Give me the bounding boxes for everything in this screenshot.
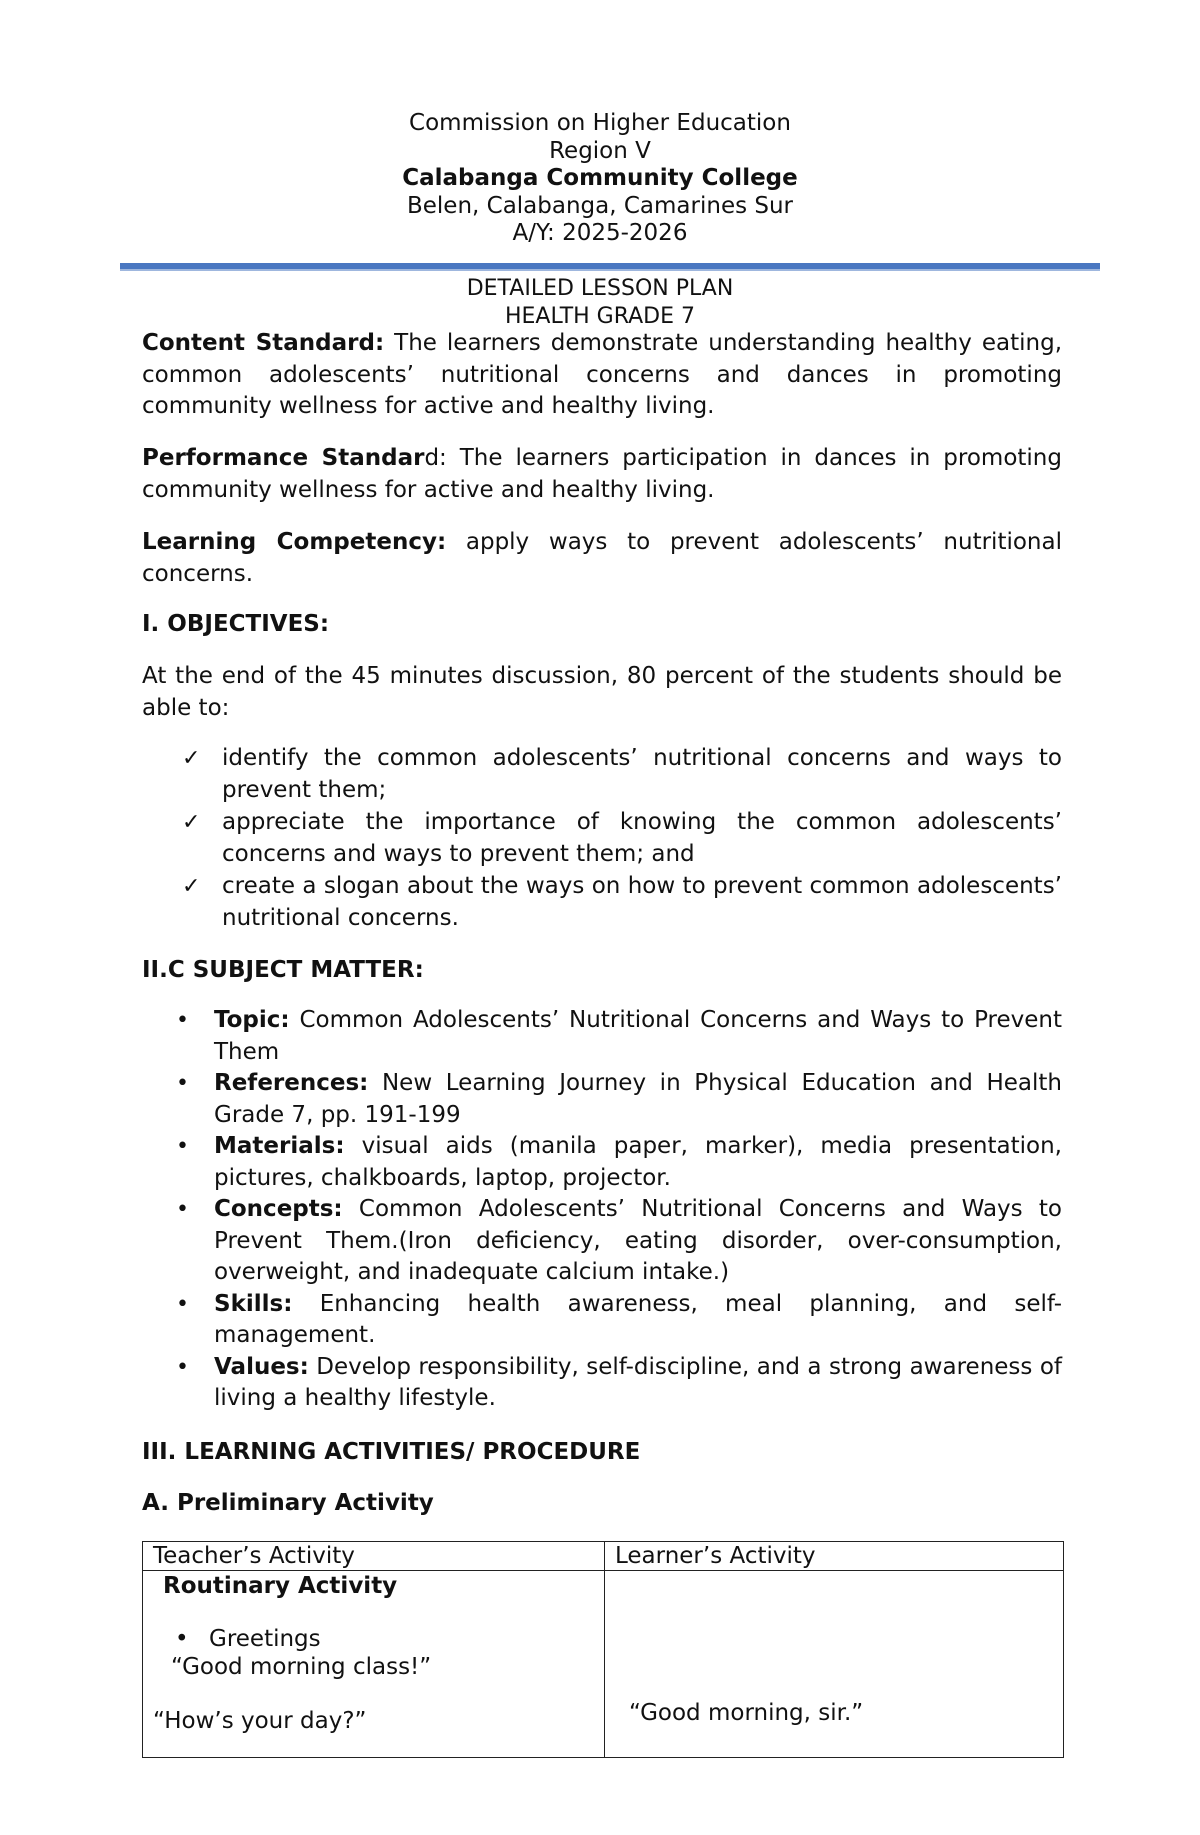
subject-matter-heading: II.C SUBJECT MATTER:: [142, 957, 424, 983]
subject-item-label: Materials:: [214, 1133, 345, 1159]
col-header-learner: Learner’s Activity: [605, 1542, 1064, 1571]
objective-text: appreciate the importance of knowing the common adolescents’ concerns and ways to prevent them; and: [222, 809, 1062, 867]
subject-item-label: References:: [214, 1070, 369, 1096]
bullet-icon: •: [176, 1291, 189, 1317]
bullet-icon: •: [176, 1008, 189, 1033]
learning-competency: [142, 527, 1062, 590]
performance-standard-label-tail: d:: [424, 445, 447, 471]
subject-item-skills: [142, 1289, 1062, 1352]
objective-item: [142, 871, 1062, 934]
objective-text: create a slogan about the ways on how to prevent common adolescents’ nutritional concerns.: [222, 873, 1062, 931]
objective-item: [142, 807, 1062, 870]
col-header-teacher: Teacher’s Activity: [143, 1542, 605, 1571]
checkmark-icon: ✓: [182, 746, 201, 771]
learning-activities-heading: III. LEARNING ACTIVITIES/ PROCEDURE: [142, 1439, 641, 1465]
performance-standard: [142, 443, 1062, 506]
title-line-1: DETAILED LESSON PLAN: [466, 276, 734, 301]
header-commission: Commission on Higher Education: [409, 110, 791, 136]
subject-item-text: Develop responsibility, self-discipline, and a strong awareness of living a healthy lifestyle.: [214, 1353, 1062, 1411]
teacher-line: “How’s your day?”: [153, 1708, 367, 1734]
learning-competency-text: apply ways to prevent adolescents’ nutritional concerns.: [142, 529, 1062, 587]
bullet-icon: •: [176, 1354, 189, 1380]
bullet-icon: •: [176, 1071, 189, 1096]
checkmark-icon: ✓: [182, 810, 201, 835]
header-divider-thin: [120, 269, 1100, 271]
subject-item-materials: [142, 1131, 1062, 1194]
subject-item-label: Topic:: [214, 1007, 290, 1033]
subject-matter-list: [142, 1005, 1062, 1415]
header-region: Region V: [549, 137, 651, 164]
header-academic-year: A/Y: 2025-2026: [512, 220, 688, 246]
objectives-list: [142, 743, 1062, 935]
performance-standard-label: Performance Standar: [142, 445, 425, 471]
content-standard-label: Content Standard:: [142, 330, 385, 356]
document-title: [0, 275, 1200, 330]
learner-line: “Good morning, sir.”: [629, 1700, 864, 1726]
table-header-row: [143, 1542, 1064, 1571]
subject-item-label: Concepts:: [214, 1196, 343, 1222]
header-divider: [120, 262, 1100, 272]
objective-item: [142, 743, 1062, 806]
objectives-intro: At the end of the 45 minutes discussion, 80 percent of the students should be able to:: [142, 663, 1062, 721]
subject-item-text: New Learning Journey in Physical Education and Health Grade 7, pp. 191-199: [214, 1070, 1062, 1128]
bullet-icon: •: [176, 1197, 189, 1222]
bullet-icon: •: [175, 1626, 189, 1652]
content-standard-text: The learners demonstrate understanding healthy eating, common adolescents’ nutritional concerns and dances in promoting community wellness for active and healthy living.: [142, 330, 1063, 419]
routinary-activity-label: Routinary Activity: [163, 1573, 398, 1599]
document-header: [0, 110, 1200, 248]
subject-item-text: visual aids (manila paper, marker), media presentation, pictures, chalkboards, laptop, projector.: [214, 1133, 1062, 1191]
header-address: Belen, Calabanga, Camarines Sur: [406, 192, 794, 219]
subject-item-label: Values:: [214, 1353, 309, 1380]
objective-text: identify the common adolescents’ nutritional concerns and ways to prevent them;: [222, 745, 1062, 803]
subject-item-concepts: [142, 1194, 1062, 1289]
learning-competency-label: Learning Competency:: [142, 529, 447, 555]
subject-item-text: Common Adolescents’ Nutritional Concerns and Ways to Prevent Them: [214, 1007, 1062, 1065]
table-row: [143, 1571, 1064, 1758]
activity-table: [142, 1541, 1064, 1758]
learner-activity-cell: [605, 1571, 1064, 1758]
subject-item-text: Enhancing health awareness, meal planning, and self-management.: [214, 1290, 1062, 1348]
subject-item-label: Skills:: [214, 1290, 293, 1317]
header-college: Calabanga Community College: [402, 165, 798, 191]
title-line-2: HEALTH GRADE 7: [504, 303, 696, 329]
subject-item-references: [142, 1068, 1062, 1131]
greetings-label: Greetings: [209, 1626, 321, 1652]
greetings-item: [175, 1625, 594, 1653]
teacher-line: “Good morning class!”: [171, 1654, 432, 1680]
content-standard: [142, 328, 1062, 423]
bullet-icon: •: [176, 1134, 189, 1159]
teacher-activity-cell: [143, 1571, 605, 1758]
subject-item-text: Common Adolescents’ Nutritional Concerns and Ways to Prevent Them.(Iron deficiency, eating disorder, over-consumption, overweight, and inadequate calcium intake.): [214, 1196, 1062, 1285]
objectives-heading: I. OBJECTIVES:: [142, 611, 330, 637]
subject-item-topic: [142, 1005, 1062, 1068]
performance-standard-text: The learners participation in dances in promoting community wellness for active and healthy living.: [142, 445, 1062, 503]
subject-item-values: [142, 1352, 1062, 1415]
preliminary-activity-heading: A. Preliminary Activity: [142, 1490, 434, 1516]
checkmark-icon: ✓: [182, 874, 201, 899]
